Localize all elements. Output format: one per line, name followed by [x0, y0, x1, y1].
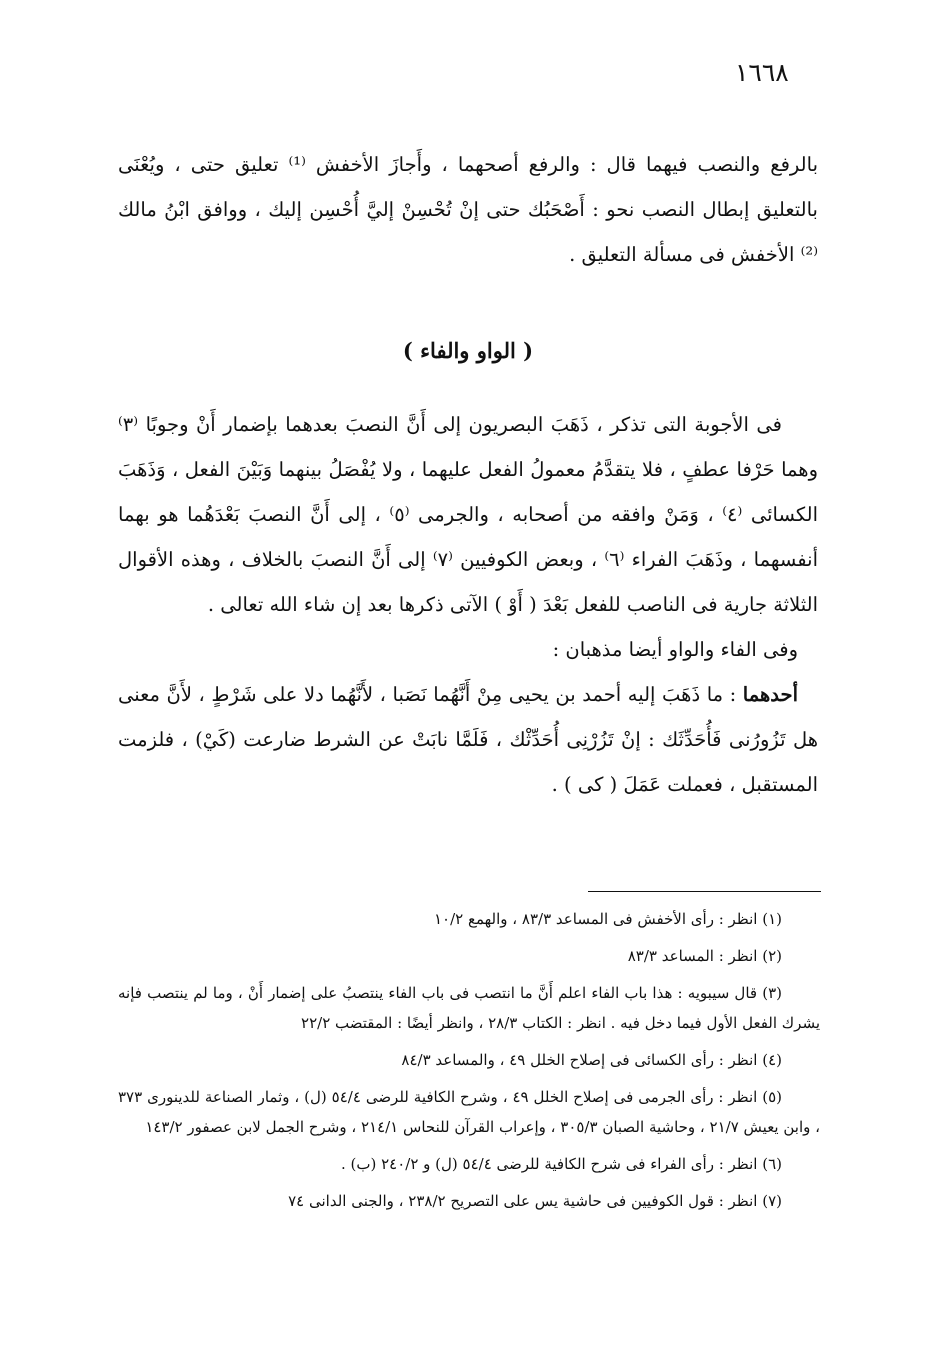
- paragraph-1: فى الأجوبة التى تذكر ، ذَهَبَ البصريون إلى أَنَّ النصبَ بعدهما بإضمار أَنْ وجوبًا ⁽٣⁾ وهما حَرْفا عطفٍ ، فلا يتقدَّمُ معمولُ الفعل عليهما ، ولا يُفْصَلُ بينهما وَبَيْنَ الفعل ، وَذَهَبَ الكسائى ⁽٤⁾ ، وَمَنْ وافقه من أصحابه ، والجرمى ⁽٥⁾ ، إلى أَنَّ النصبَ بَعْدَهُما هو بهما أنفسهما ، وذَهَبَ الفراء ⁽٦⁾ ، وبعض الكوفيين ⁽٧⁾ إلى أَنَّ النصبَ بالخلاف ، وهذه الأقوال الثلاثة جارية فى الناصب للفعل بَعْدَ ( أَوْ ) الآتى ذكرها بعد إن شاء الله تعالى .: [118, 413, 818, 616]
- footnotes: [118, 904, 820, 1223]
- paragraph-3-body: : ما ذَهَبَ إليه أحمد بن يحيى مِنْ أَنَّهُما نَصَبا ، لأَنَّهُما دلا على شَرْطٍ ، لأَنَّ معنى هل تَزُورُنى فَأُحَدِّثَك : إنْ تَزُرْنِى أُحَدِّثْك ، فَلَمَّا نابَتْ عن الشرط ضارعت (كَيْ) ، فلزمت المستقبل ، فعملت عَمَلَ ( كى ) .: [118, 683, 818, 796]
- footnote-separator: [588, 891, 821, 892]
- footnote-6: (٦) انظر : رأى الفراء فى شرح الكافية للرضى ٥٤/٤ (ل) و ٢٤٠/٢ (ب) .: [340, 1155, 782, 1173]
- footnote-7: (٧) انظر : قول الكوفيين فى حاشية يس على التصريح ٢٣٨/٢ ، والجنى الدانى ٧٤: [288, 1192, 782, 1210]
- footnote-1: (١) انظر : رأى الأخفش فى المساعد ٨٣/٣ ، والهمع ١٠/٢: [433, 910, 782, 928]
- page-number: ١٦٦٨: [735, 58, 789, 87]
- footnote-4: (٤) انظر : رأى الكسائى فى إصلاح الخلل ٤٩ ، والمساعد ٨٤/٣: [401, 1051, 782, 1069]
- paragraph-3: [118, 672, 818, 807]
- footnote-5: (٥) انظر : رأى الجرمى فى إصلاح الخلل ٤٩ ، وشرح الكافية للرضى ٥٤/٤ (ل) ، وثمار الصناعة للدينورى ٣٧٣ ، وابن يعيش ٢١/٧ ، وحاشية الصبان ٣٠٥/٣ ، وإعراب القرآن للنحاس ٢١٤/١ ، وشرح الجمل لابن عصفور ١٤٣/٢: [118, 1088, 820, 1136]
- intro-paragraph-block: [118, 142, 818, 277]
- intro-paragraph: بالرفع والنصب فيهما قال : والرفع أصحهما ، وأَجازَ الأخفش ⁽¹⁾ تعليق حتى ، ويُعْنَى بالتعليق إبطال النصب نحو : أَصْحَبُك حتى إنْ تُحْسِنْ إليَّ أُحْسِن إليك ، ووافق ابْنُ مالك ⁽²⁾ الأخفش فى مسألة التعليق .: [118, 153, 818, 266]
- main-text-block: [118, 402, 818, 807]
- section-heading: ( الواو والفاء ): [402, 338, 534, 363]
- paragraph-2: وفى الفاء والواو أيضا مذهبان :: [552, 638, 798, 661]
- footnote-3: (٣) قال سيبويه : هذا باب الفاء اعلم أَنَّ ما انتصب فى باب الفاء ينتصبُ على إضمار أَنْ ، وما لم ينتصب فإنه يشرك الفعل الأول فيما دخل فيه . انظر : الكتاب ٢٨/٣ ، وانظر أيضًا : المقتضب ٢٢/٢: [118, 984, 820, 1032]
- footnote-2: (٢) انظر : المساعد ٨٣/٣: [627, 947, 782, 965]
- paragraph-3-lead: أحدهما: [742, 683, 798, 706]
